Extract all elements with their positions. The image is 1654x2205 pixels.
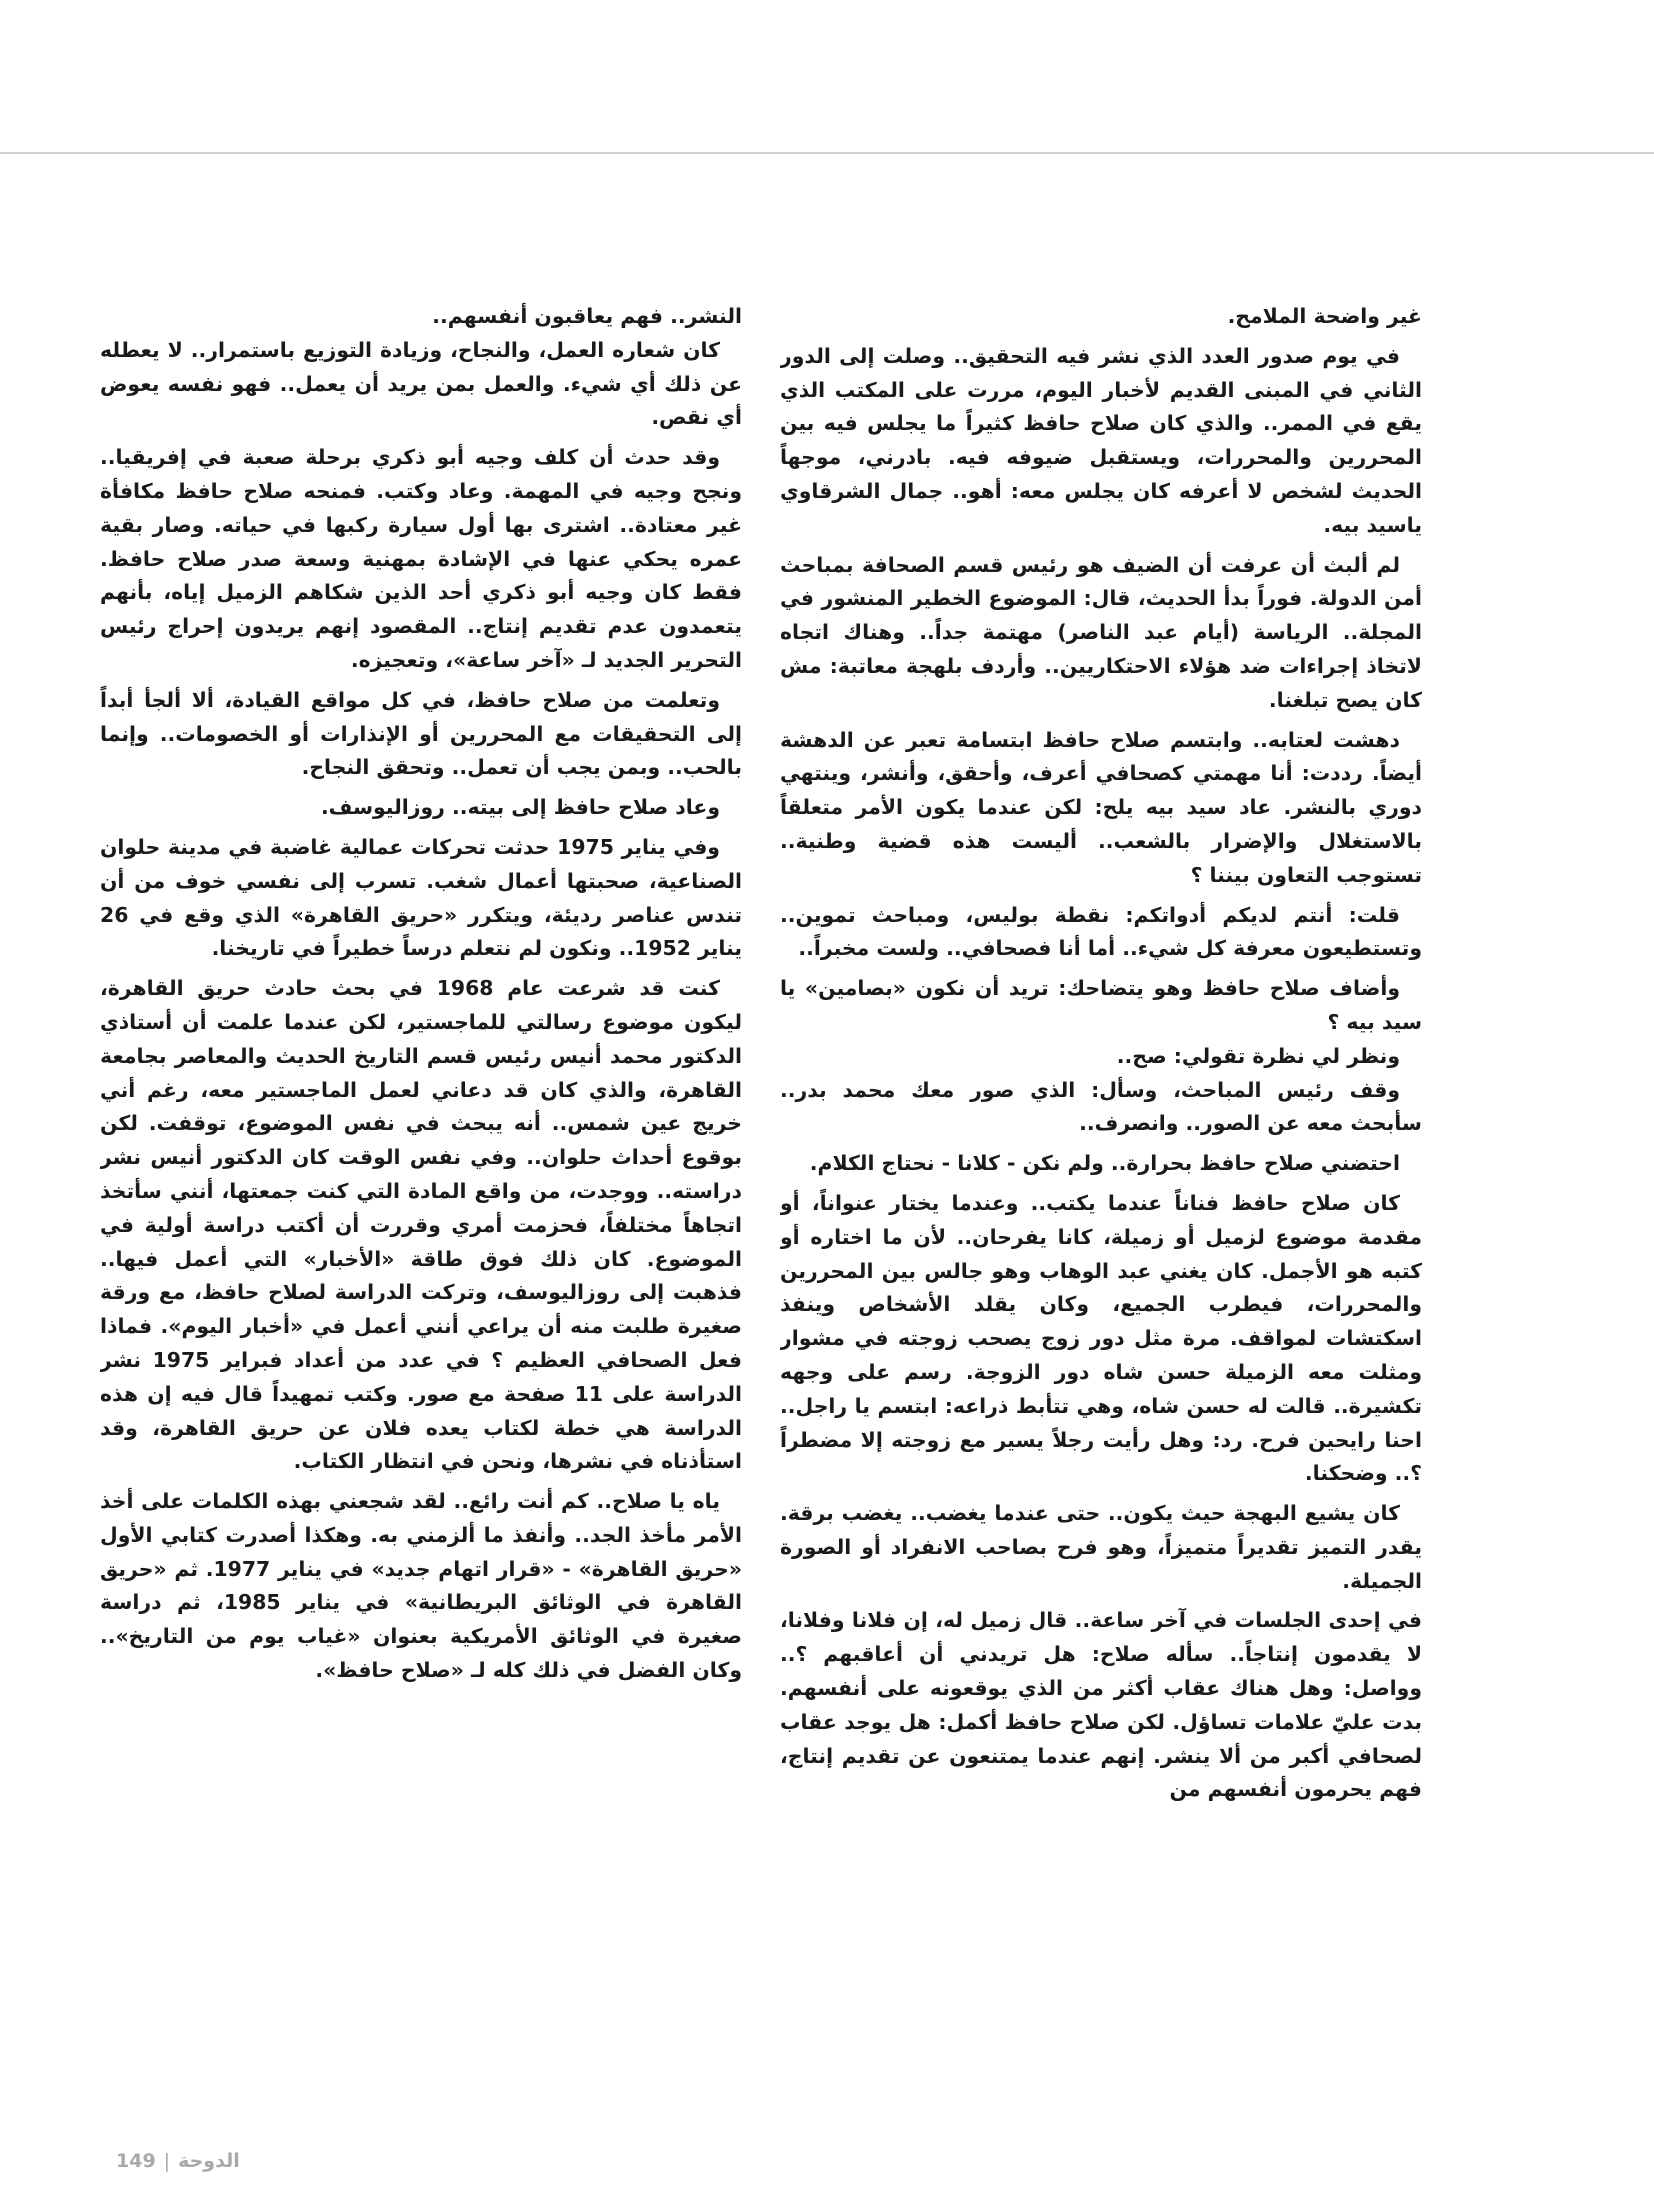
paragraph: وقد حدث أن كلف وجيه أبو ذكري برحلة صعبة في إفريقيا.. ونجح وجيه في المهمة. وعاد وكتب. فمنحه صلاح حافظ مكافأة غير معتادة.. اشترى بها أول سيارة ركبها في حياته. وصار بقية عمره يحكي عنها في الإشادة بمهنية وسعة صدر صلاح حافظ. فقط كان وجيه أبو ذكري أحد الذين شكاهم الزميل إياه، بأنهم يتعمدون عدم تقديم إنتاج.. المقصود إنهم يريدون إحراج رئيس التحرير الجديد لـ «آخر ساعة»، وتعجيزه. [100, 445, 742, 672]
paragraph: كنت قد شرعت عام 1968 في بحث حادث حريق القاهرة، ليكون موضوع رسالتي للماجستير، لكن عندما علمت أن أستاذي الدكتور محمد أنيس رئيس قسم التاريخ الحديث والمعاصر بجامعة القاهرة، والذي كان قد دعاني لعمل الماجستير معه، رغم أني خريج عين شمس.. أنه يبحث في نفس الموضوع، توقفت. لكن بوقوع أحداث حلوان.. وفي نفس الوقت كان الدكتور أنيس نشر دراسته.. ووجدت، من واقع المادة التي كنت جمعتها، أنني سأتخذ اتجاهاً مختلفاً، فحزمت أمري وقررت أن أكتب دراسة أولية في الموضوع. كان ذلك فوق طاقة «الأخبار» التي أعمل فيها.. فذهبت إلى روزاليوسف، وتركت الدراسة لصلاح حافظ، مع ورقة صغيرة طلبت منه أن يراعي أنني أعمل في «أخبار اليوم». فماذا فعل الصحافي العظيم ؟ في عدد من أعداد فبراير 1975 نشر الدراسة على 11 صفحة مع صور. وكتب تمهيداً قال فيه إن هذه الدراسة هي خطة لكتاب يعده فلان عن حريق القاهرة، وقد استأذناه في نشرها، ونحن في انتظار الكتاب. [100, 976, 742, 1474]
paragraph: احتضني صلاح حافظ بحرارة.. ولم نكن - كلانا - نحتاج الكلام. [809, 1151, 1400, 1176]
paragraph: وقف رئيس المباحث، وسأل: الذي صور معك محمد بدر.. سأبحث معه عن الصور.. وانصرف.. [780, 1077, 1422, 1136]
page-footer [116, 2150, 240, 2172]
paragraph: وفي يناير 1975 حدثت تحركات عمالية غاضبة في مدينة حلوان الصناعية، صحبتها أعمال شغب. تسرب إلى نفسي خوف من أن تندس عناصر رديئة، ويتكرر «حريق القاهرة» الذي وقع في 26 يناير 1952.. ونكون لم نتعلم درساً خطيراً في تاريخنا. [100, 834, 742, 961]
paragraph: في إحدى الجلسات في آخر ساعة.. قال زميل له، إن فلانا وفلانا، لا يقدمون إنتاجاً.. سأله صلاح: هل تريدني أن أعاقبهم ؟.. وواصل: وهل هناك عقاب أكثر من الذي يوقعونه على أنفسهم. بدت عليّ علامات تساؤل. لكن صلاح حافظ أكمل: هل يوجد عقاب لصحافي أكبر من ألا ينشر. إنهم عندما يمتنعون عن تقديم إنتاج، فهم يحرمون أنفسهم من [780, 1608, 1422, 1802]
paragraph: لم ألبث أن عرفت أن الضيف هو رئيس قسم الصحافة بمباحث أمن الدولة. فوراً بدأ الحديث، قال: الموضوع الخطير المنشور في المجلة.. الرياسة (أيام عبد الناصر) مهتمة جداً.. وهناك اتجاه لاتخاذ إجراءات ضد هؤلاء الاحتكاريين.. وأردف بلهجة معاتبة: مش كان يصح تبلغنا. [780, 552, 1422, 712]
paragraph: ونظر لي نظرة تقولي: صح.. [1116, 1043, 1400, 1068]
footer-separator: | [163, 2150, 171, 2172]
paragraph: قلت: أنتم لديكم أدواتكم: نقطة بوليس، ومباحث تموين.. وتستطيعون معرفة كل شيء.. أما أنا فصحافي.. ولست مخبراً.. [780, 902, 1422, 961]
magazine-name: الدوحة [178, 2150, 240, 2172]
paragraph: غير واضحة الملامح. [1227, 304, 1422, 328]
article-column-left [100, 300, 742, 2030]
paragraph: كان صلاح حافظ فناناً عندما يكتب.. وعندما يختار عنواناً، أو مقدمة موضوع لزميل أو زميلة، كانا يفرحان.. لأن ما اختاره أو كتبه هو الأجمل. كان يغني عبد الوهاب وهو جالس بين المحررين والمحررات، فيطرب الجميع، وكان يقلد الأشخاص وينفذ اسكتشات لمواقف. مرة مثل دور زوج يصحب زوجته في مشوار ومثلت معه الزميلة حسن شاه دور الزوجة. رسم على وجهه تكشيرة.. قالت له حسن شاه، وهي تتأبط ذراعه: ابتسم يا راجل.. احنا رايحين فرح. رد: وهل رأيت رجلاً يسير مع زوجته إلا مضطراً ؟.. وضحكنا. [780, 1190, 1422, 1486]
paragraph: وعاد صلاح حافظ إلى بيته.. روزاليوسف. [320, 795, 720, 820]
paragraph: كان يشيع البهجة حيث يكون.. حتى عندما يغضب.. يغضب برقة. يقدر التميز تقديراً متميزاً، وهو فرح بصاحب الانفراد أو الصورة الجميلة. [780, 1501, 1422, 1593]
paragraph: دهشت لعتابه.. وابتسم صلاح حافظ ابتسامة تعبر عن الدهشة أيضاً. رددت: أنا مهمتي كصحافي أعرف، وأحقق، وأنشر، وينتهي دوري بالنشر. عاد سيد بيه يلح: لكن عندما يكون الأمر متعلقاً بالاستغلال والإضرار بالشعب.. أليست هذه قضية وطنية.. تستوجب التعاون بيننا ؟ [780, 727, 1422, 887]
page-number: 149 [116, 2150, 156, 2172]
article-column-right [780, 300, 1422, 2030]
header-rule [0, 152, 1654, 154]
paragraph: كان شعاره العمل، والنجاح، وزيادة التوزيع باستمرار.. لا يعطله عن ذلك أي شيء. والعمل بمن يريد أن يعمل.. فهو نفسه يعوض أي نقص. [100, 337, 742, 430]
paragraph: النشر.. فهم يعاقبون أنفسهم.. [432, 304, 742, 328]
paragraph: في يوم صدور العدد الذي نشر فيه التحقيق.. وصلت إلى الدور الثاني في المبنى القديم لأخبار اليوم، مررت على المكتب الذي يقع في الممر.. والذي كان صلاح حافظ كثيراً ما يجلس فيه بين المحررين والمحررات، ويستقبل ضيوفه فيه. بادرني، موجهاً الحديث لشخص لا أعرفه كان يجلس معه: أهو.. جمال الشرقاوي ياسيد بيه. [780, 343, 1422, 537]
paragraph: وتعلمت من صلاح حافظ، في كل مواقع القيادة، ألا ألجأ أبداً إلى التحقيقات مع المحررين أو الإنذارات أو الخصومات.. وإنما بالحب.. وبمن يجب أن تعمل.. وتحقق النجاح. [100, 687, 742, 780]
paragraph: وأضاف صلاح حافظ وهو يتضاحك: تريد أن نكون «بصامين» يا سيد بيه ؟ [780, 976, 1422, 1034]
paragraph: ياه يا صلاح.. كم أنت رائع.. لقد شجعني بهذه الكلمات على أخذ الأمر مأخذ الجد.. وأنفذ ما ألزمني به. وهكذا أصدرت كتابي الأول «حريق القاهرة» - «قرار اتهام جديد» في يناير 1977. ثم «حريق القاهرة في الوثائق البريطانية» في يناير 1985، ثم دراسة صغيرة في الوثائق الأمريكية بعنوان «غياب يوم من التاريخ».. وكان الفضل في ذلك كله لـ «صلاح حافظ». [100, 1489, 742, 1683]
